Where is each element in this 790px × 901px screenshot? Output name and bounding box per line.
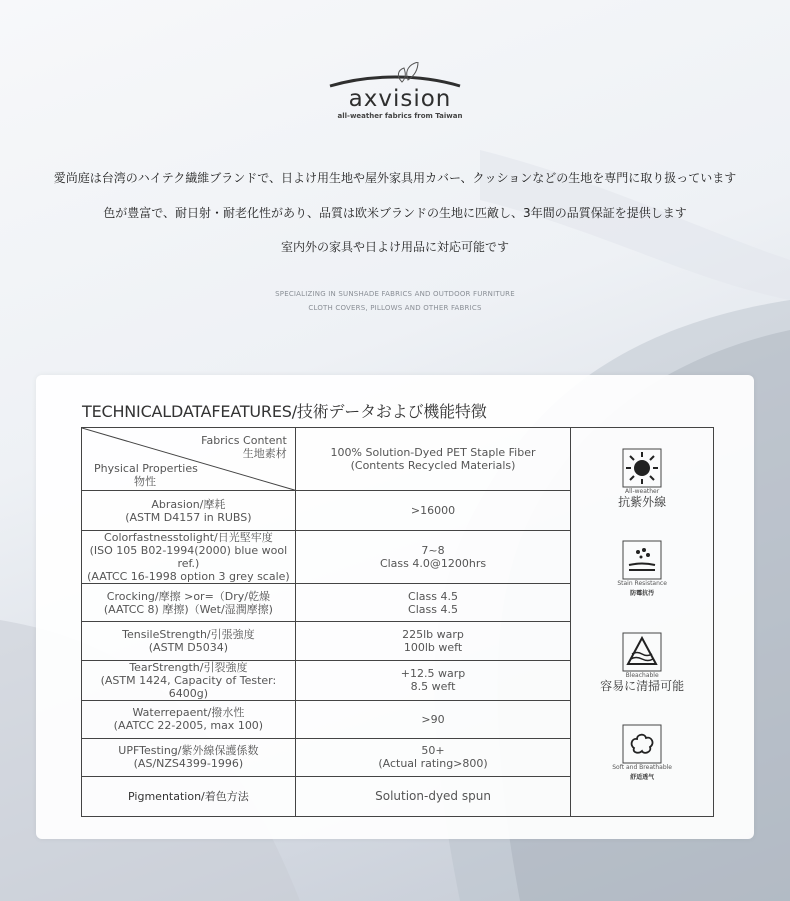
table-row: Colorfastnesstolight/日光堅牢度 (ISO 105 B02-1994(2000) blue wool ref.) (AATCC 16-1998 option 3 grey scale) 7~8 Class 4.0@1200hrs [82,531,714,584]
table-row: TensileStrength/引張強度 (ASTM D5034) 225lb warp 100lb weft [82,622,714,660]
feature-stain-resistance: Stain Resistance 防霉抗汚 [573,540,711,632]
stain-resistance-icon [622,540,662,580]
table-header-row [82,428,714,491]
feature-soft-breathable: Soft and Breathable 舒适透气 [573,724,711,816]
feature-bleachable: Bleachable 容易に清掃可能 [573,632,711,724]
header-physical-label: Physical Properties 物性 [94,462,198,488]
technical-data-panel [36,375,754,839]
table-row: UPFTesting/紫外線保護係数 (AS/NZS4399-1996) 50+ (Actual rating>800) [82,738,714,776]
specialty-line-1: SPECIALIZING IN SUNSHADE FABRICS AND OUTDOOR FURNITURE [275,290,515,298]
table-row: Pigmentation/着色方法 Solution-dyed spun [82,776,714,816]
table-row: TearStrength/引裂強度 (ASTM 1424, Capacity of Tester: 6400g) +12.5 warp 8.5 weft [82,660,714,700]
table-row: Waterrepaent/撥水性 (AATCC 22-2005, max 100) >90 [82,700,714,738]
logo-wordmark: axvision [348,86,452,112]
bleachable-icon [622,632,662,672]
intro-line-2: 色が豊富で、耐日射・耐老化性があり、品質は欧米ブランドの生地に匹敵し、3年間の品質保証を提供します [103,206,687,220]
panel-title: TECHNICALDATAFEATURES/技術データおよび機能特徴 [82,402,487,421]
logo-tagline: all-weather fabrics from Taiwan [337,112,463,120]
specialty-line-2: CLOTH COVERS, PILLOWS AND OTHER FABRICS [308,304,482,312]
header-fabric-label: Fabrics Content 生地素材 [201,434,287,460]
intro-line-1: 愛尚庭は台湾のハイテク繊維ブランドで、日よけ用生地や屋外家具用カバー、クッションなどの生地を専門に取り扱っています [53,171,737,185]
spec-table [81,427,714,817]
intro-line-3: 室内外の家具や日よけ用品に対応可能です [280,240,509,254]
cotton-icon [622,724,662,764]
header-diagonal-cell [82,428,296,491]
header-fabric-value: 100% Solution-Dyed PET Staple Fiber (Contents Recycled Materials) [295,428,570,491]
table-row: Abrasion/摩耗 (ASTM D4157 in RUBS) >16000 [82,491,714,531]
feature-all-weather: All-weather 抗紫外線 [573,448,711,540]
table-row: Crocking/摩擦 >or=（Dry/乾燥 (AATCC 8) 摩擦)（Wet/湿潤摩擦) Class 4.5 Class 4.5 [82,584,714,622]
features-column [571,428,714,817]
sun-icon [622,448,662,488]
